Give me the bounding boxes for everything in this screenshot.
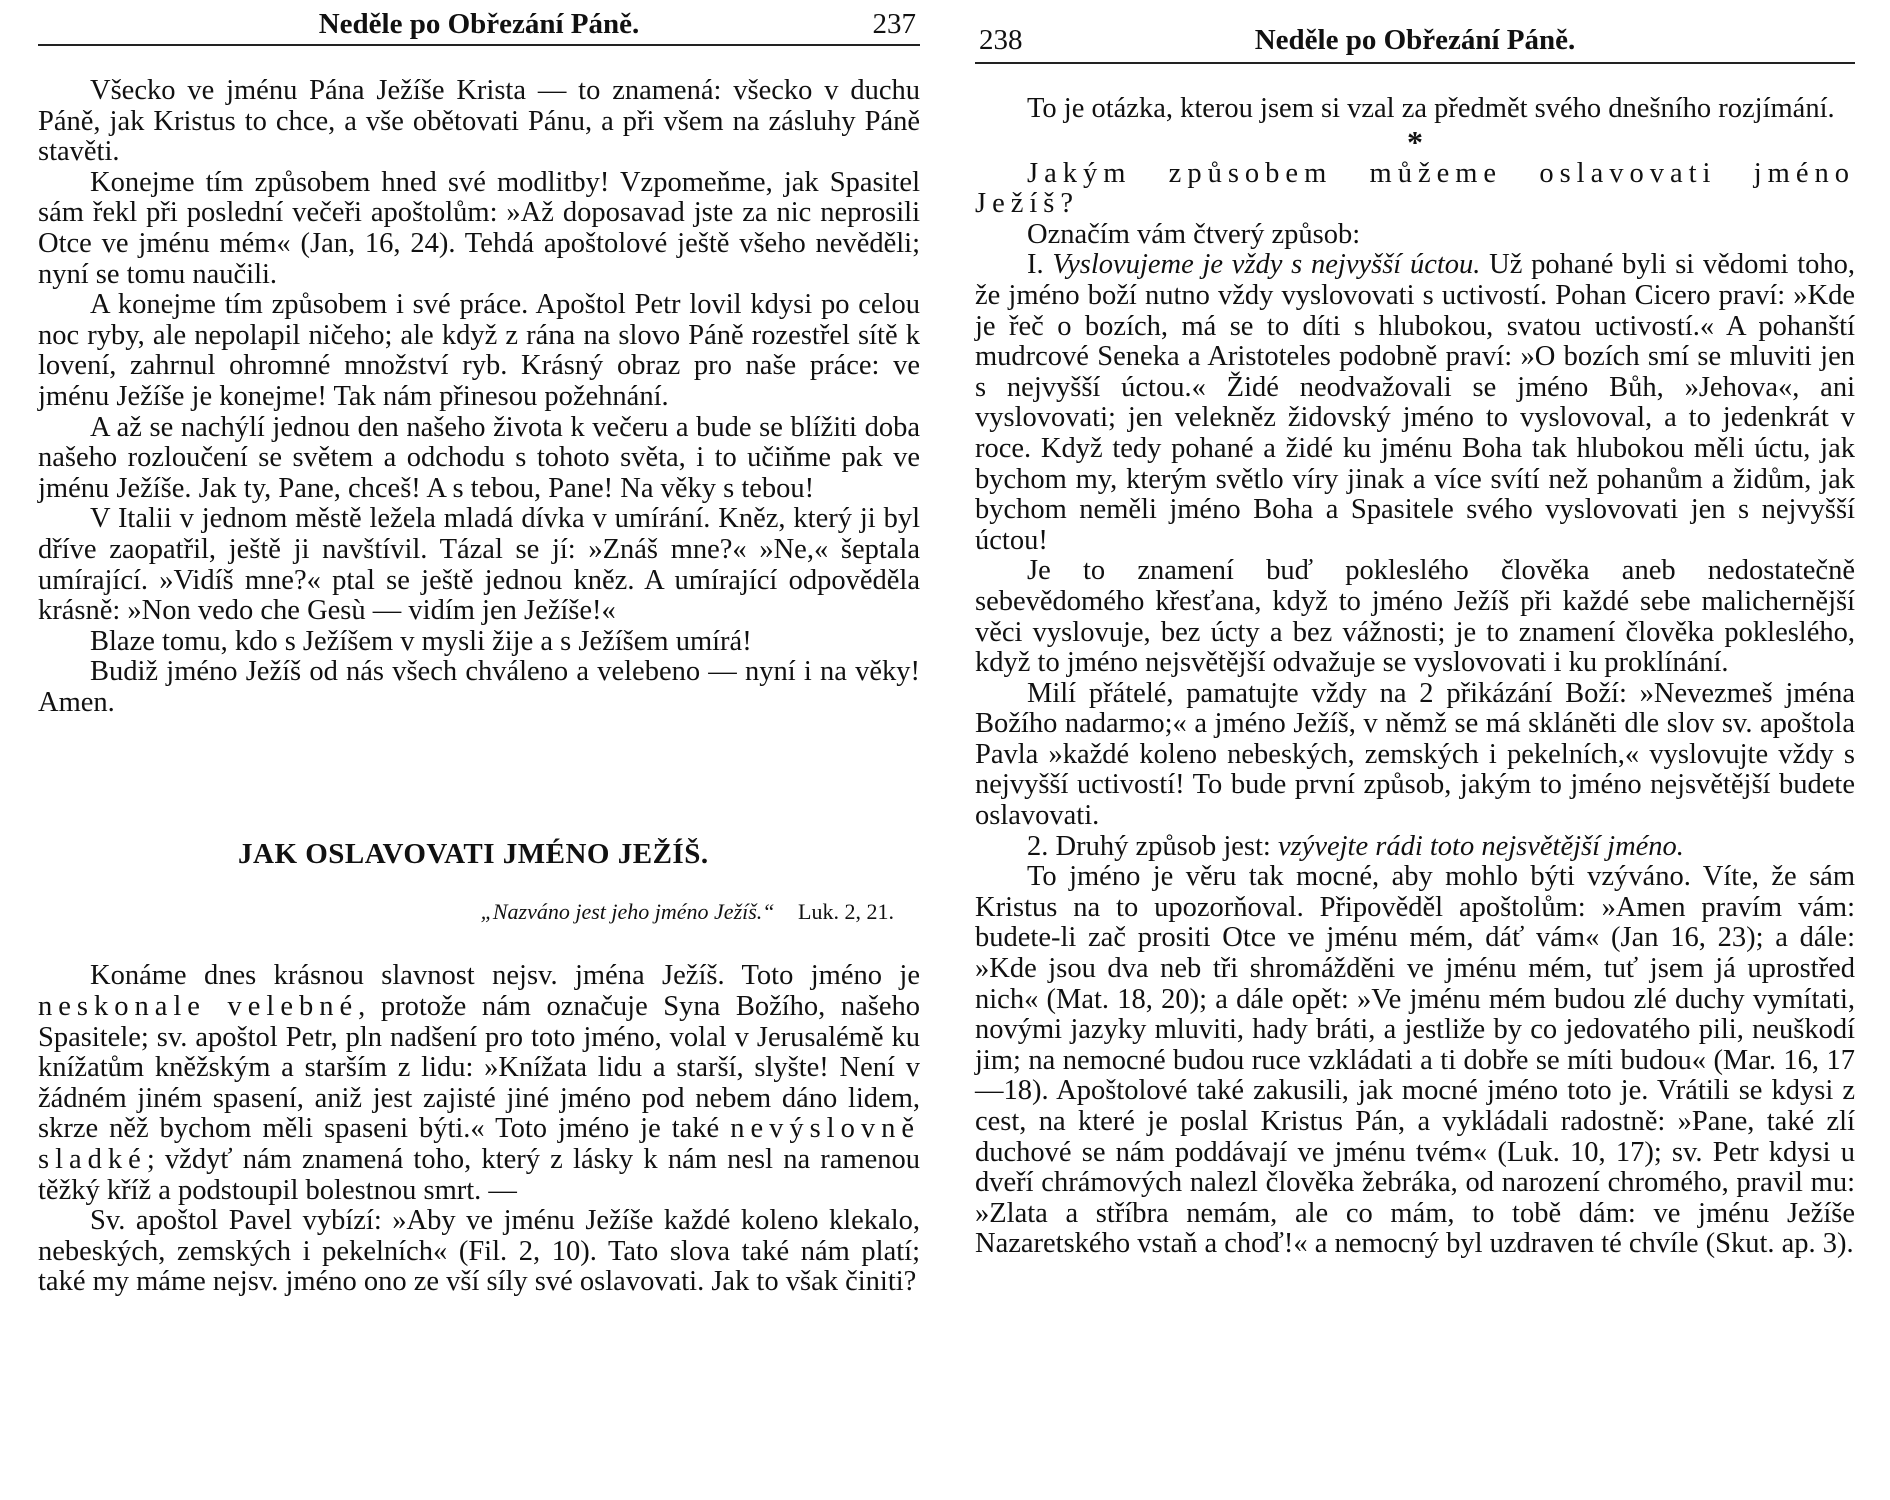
paragraph: Jakým způsobem můžeme oslavovati jméno Ježíš? — [975, 157, 1855, 220]
paragraph: To je otázka, kterou jsem si vzal za předmět svého dnešního rozjímání. — [1027, 93, 1835, 124]
paragraph: Sv. apoštol Pavel vybízí: »Aby ve jménu Ježíše každé koleno klekalo, nebeských, zemských i pekelních« (Fil. 2, 10). Tato slova také nám platí; také my máme nejsv. jméno ono ze vší síly své oslavovati. Jak to však činiti? — [38, 1205, 920, 1298]
paragraph: V Italii v jednom městě ležela mladá dívka v umírání. Kněz, který ji byl dříve zaopatřil, ještě ji navštívil. Tázal se jí: »Znáš mne?« »Ne,« šeptala umírající. »Vidíš mne?« ptal se ještě jednou kněz. A umírající odpověděla krásně: »Non vedo che Gesù — vidím jen Ježíše!« — [38, 503, 920, 627]
paragraph: Budiž jméno Ježíš od nás všech chváleno a velebeno — nyní i na věky! Amen. — [38, 656, 920, 718]
right-page — [975, 0, 1855, 1500]
right-running-head-title: Neděle po Obřezání Páně. — [1254, 24, 1576, 56]
paragraph: Blaze tomu, kdo s Ježíšem v mysli žije a s Ježíšem umírá! — [90, 625, 752, 657]
epigraph-reference: Luk. 2, 21. — [798, 899, 894, 925]
paragraph: Konejme tím způsobem hned své modlitby! Vzpomeňme, jak Spasitel sám řekl při poslední večeři apoštolům: »Až doposavad jste za nic neprosili Otce ve jménu mém« (Jan, 16, 24). Tehdá apoštolové ještě všeho nevěděli; nyní se tomu naučili. — [38, 166, 920, 290]
paragraph: A konejme tím způsobem i své práce. Apoštol Petr lovil kdysi po celou noc ryby, ale nepolapil ničeho; ale když z rána na slovo Páně rozestřel sítě k lovení, zahrnul ohromné množství ryb. Krásný obraz pro naše práce: ve jménu Ježíše je konejme! Tak nám přinesou požehnání. — [38, 289, 920, 412]
section-body-text — [38, 961, 920, 1298]
paragraph: Milí přátelé, pamatujte vždy na 2 přikázání Boží: »Nevezmeš jména Božího nadarmo;« a jméno Ježíš, v němž se má skláněti dle slov sv. apoštola Pavla »každé koleno nebeských, zemských i pekelních,« vyslovujte vždy s nejvyšší uctivostí! To bude první způsob, jakým to jméno nejsvětější budete oslavovati. — [975, 677, 1855, 832]
left-page-number: 237 — [872, 8, 916, 40]
paragraph: Všecko ve jménu Pána Ježíše Krista — to znamená: všecko v duchu Páně, jak Kristus to chce, a vše obětovati Pánu, a při všem na zásluhy Páně stavěti. — [38, 75, 920, 168]
right-body-text — [975, 94, 1855, 1260]
paragraph: Je to znamení buď pokleslého člověka aneb nedostatečně sebevědomého křesťana, když to jméno Ježíš při každé sebe malichernější věci vyslovuje, bez úcty a bez vážnosti; je to znamení člověka pokleslého, když to jméno nejsvětější odvažuje se vyslovovati i ku proklínání. — [975, 555, 1855, 679]
paragraph: Konáme dnes krásnou slavnost nejsv. jména Ježíš. Toto jméno je neskonale velebné, protože nám označuje Syna Božího, našeho Spasitele; sv. apoštol Petr, pln nadšení pro toto jméno, volal v Jerusalémě ku knížatům kněžským a starším z lidu: »Knížata lidu a starší, slyšte! Není v žádném jiném spasení, aniž jest zajisté jiné jméno pod nebem dáno lidem, skrze něž bychom měli spaseni býti.« Toto jméno je také nevýslovně sladké; vždyť nám znamená toho, který z lásky k nám nesl na ramenou těžký kříž a podstoupil bolestnou smrt. — — [38, 960, 920, 1206]
paragraph: Označím vám čtverý způsob: — [1027, 218, 1361, 250]
asterisk-separator: * — [1407, 123, 1423, 160]
left-running-head-title: Neděle po Obřezání Páně. — [318, 8, 640, 40]
paragraph: 2. Druhý způsob jest: vzývejte rádi toto nejsvětější jméno. — [1027, 830, 1684, 862]
right-page-number: 238 — [979, 24, 1023, 56]
section-title: JAK OSLAVOVATI JMÉNO JEŽÍŠ. — [238, 838, 709, 871]
epigraph-quote: „Nazváno jest jeho jméno Ježíš.“ — [480, 899, 775, 925]
left-page — [38, 0, 920, 1500]
paragraph: I. Vyslovujeme je vždy s nejvyšší úctou. Už pohané byli si vědomi toho, že jméno boží nutno vždy vyslovovati s uctivostí. Pohan Cicero praví: »Kde je řeč o bozích, má se to díti s hlubokou, svatou uctivostí.« A pohanští mudrcové Seneka a Aristoteles podobně praví: »O bozích smí se mluviti jen s nejvyšší úctou.« Židé neodvažovali se jméno Bůh, »Jehova«, ani vyslovovati; jen velekněz židovský jméno to vyslovoval, a to jedenkrát v roce. Když tedy pohané a židé ku jménu Boha tak hlubokou měli úctu, jak bychom my, kterým světlo víry jinak a více svítí než pohanům a židům, jak bychom neměli jméno Boha a Spasitele svého vyslovovati jen s nejvyšší úctou! — [975, 249, 1855, 556]
left-body-text — [38, 76, 920, 718]
right-running-head — [975, 18, 1855, 64]
epigraph — [38, 899, 920, 925]
paragraph: To jméno je věru tak mocné, aby mohlo býti vzýváno. Víte, že sám Kristus na to upozorňoval. Připověděl apoštolům: »Amen pravím vám: budete-li zač prositi Otce ve jménu mém, dáť vám« (Jan 16, 23); a dále: »Kde jsou dva neb tři shromážděni ve jménu mém, tuť jsem já uprostřed nich« (Mat. 18, 20); a dále opět: »Ve jménu mém budou zlé duchy vymítati, novými jazyky mluviti, hady bráti, a jestliže by co jedovatého pili, neuškodí jim; na nemocné budou ruce vzkládati a ti dobře se míti budou« (Mar. 16, 17—18). Apoštolové také zakusili, jak mocné jméno toto je. Vrátili se kdysi z cest, na které je poslal Kristus Pán, a vykládali radostně: »Pane, také zlí duchové se nám poddávají ve jménu tvém« (Luk. 10, 17); sv. Petr kdysi u dveří chrámových nalezl člověka žebráka, od narození chromého, pravil mu: »Zlata a stříbra nemám, ale co mám, to tobě dám: ve jménu Ježíše Nazaretského vstaň a choď!« a nemocný byl uzdraven té chvíle (Skut. ap. 3). — [975, 861, 1855, 1260]
paragraph: A až se nachýlí jednou den našeho života k večeru a bude se blížiti doba našeho rozloučení se světem a odchodu s tohoto světa, i to učiňme pak ve jménu Ježíše. Jak ty, Pane, chceš! A s tebou, Pane! Na věky s tebou! — [38, 411, 920, 504]
left-running-head — [38, 0, 920, 46]
